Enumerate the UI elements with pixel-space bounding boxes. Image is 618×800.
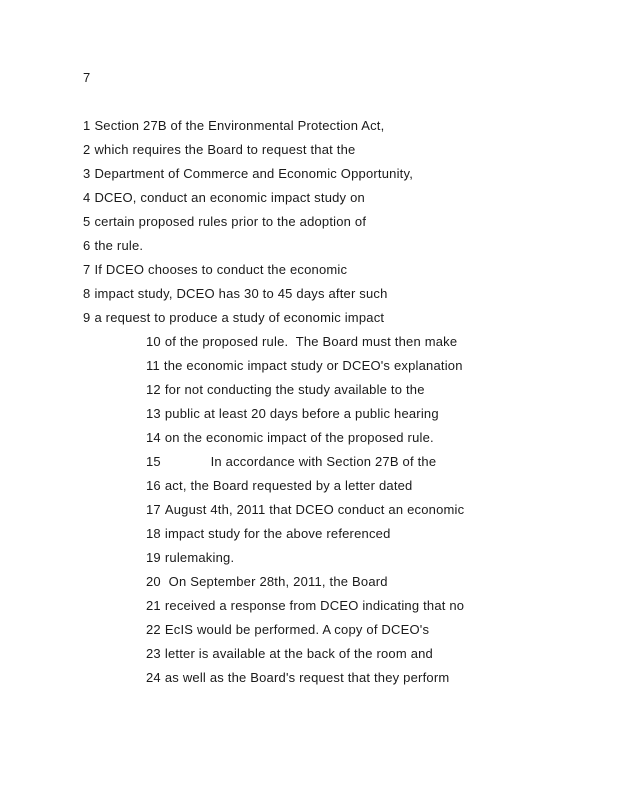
line-number: 15 [146, 454, 161, 469]
line-text: impact study, DCEO has 30 to 45 days after such [94, 286, 388, 301]
line-text: as well as the Board's request that they perform [164, 670, 450, 685]
line-number: 20 [146, 574, 161, 589]
transcript-line [83, 166, 413, 182]
line-number: 17 [146, 502, 161, 517]
transcript-line [146, 382, 425, 398]
line-text: rulemaking. [164, 550, 235, 565]
transcript-line [146, 502, 464, 518]
line-number: 12 [146, 382, 161, 397]
line-number: 2 [83, 142, 91, 157]
transcript-line [83, 286, 388, 302]
line-number: 11 [146, 358, 160, 373]
line-text: the rule. [94, 238, 144, 253]
line-text: letter is available at the back of the room and [164, 646, 433, 661]
transcript-line [146, 622, 429, 638]
line-number: 10 [146, 334, 161, 349]
transcript-line [146, 574, 388, 590]
line-text: If DCEO chooses to conduct the economic [94, 262, 348, 277]
line-text: the economic impact study or DCEO's explanation [163, 358, 463, 373]
line-number: 4 [83, 190, 91, 205]
line-text: a request to produce a study of economic impact [94, 310, 385, 325]
transcript-line [83, 310, 384, 326]
transcript-line [146, 550, 234, 566]
line-text: certain proposed rules prior to the adoption of [94, 214, 367, 229]
line-text: EcIS would be performed. A copy of DCEO's [164, 622, 430, 637]
line-number: 5 [83, 214, 91, 229]
line-number: 8 [83, 286, 91, 301]
line-number: 22 [146, 622, 161, 637]
transcript-line [146, 358, 463, 374]
line-text: impact study for the above referenced [164, 526, 391, 541]
line-text: received a response from DCEO indicating that no [164, 598, 465, 613]
transcript-line [83, 262, 347, 278]
line-number: 24 [146, 670, 161, 685]
line-number: 14 [146, 430, 161, 445]
transcript-line [146, 478, 413, 494]
transcript-line [83, 238, 143, 254]
transcript-line [146, 430, 434, 446]
line-text: Department of Commerce and Economic Opportunity, [94, 166, 414, 181]
transcript-line [146, 406, 439, 422]
line-number: 1 [83, 118, 91, 133]
transcript-line [146, 526, 391, 542]
line-text: In accordance with Section 27B of the [164, 454, 437, 469]
transcript-line [83, 142, 355, 158]
transcript-line [146, 646, 433, 662]
line-text: on the economic impact of the proposed rule. [164, 430, 434, 445]
line-text: public at least 20 days before a public hearing [164, 406, 439, 421]
line-number: 13 [146, 406, 161, 421]
line-text: August 4th, 2011 that DCEO conduct an economic [164, 502, 465, 517]
line-number: 19 [146, 550, 161, 565]
line-text: for not conducting the study available to the [164, 382, 425, 397]
line-text: of the proposed rule. The Board must then make [164, 334, 458, 349]
line-number: 16 [146, 478, 161, 493]
transcript-line [83, 190, 365, 206]
line-number: 23 [146, 646, 161, 661]
transcript-line [146, 598, 464, 614]
transcript-line [83, 118, 384, 134]
line-text: which requires the Board to request that the [94, 142, 356, 157]
transcript-line [146, 670, 449, 686]
line-number: 18 [146, 526, 161, 541]
transcript-line [146, 334, 457, 350]
line-text: Section 27B of the Environmental Protection Act, [94, 118, 385, 133]
page-number: 7 [83, 70, 91, 85]
line-number: 3 [83, 166, 91, 181]
line-number: 6 [83, 238, 91, 253]
transcript-line [83, 214, 366, 230]
line-text: act, the Board requested by a letter dated [164, 478, 413, 493]
line-number: 21 [146, 598, 161, 613]
line-text: On September 28th, 2011, the Board [164, 574, 388, 589]
line-number: 7 [83, 262, 91, 277]
transcript-line [146, 454, 436, 470]
line-text: DCEO, conduct an economic impact study on [94, 190, 365, 205]
line-number: 9 [83, 310, 91, 325]
